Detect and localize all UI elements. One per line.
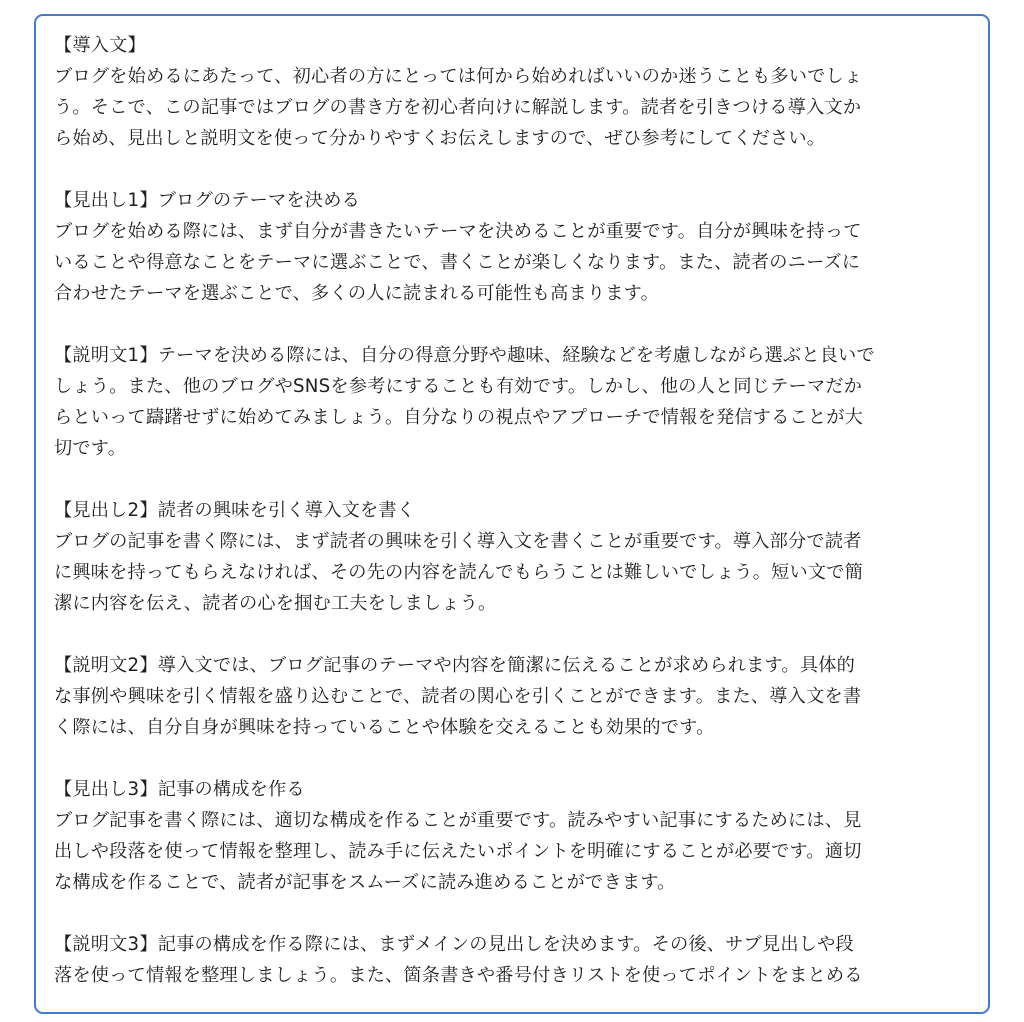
section-body: ブログの記事を書く際には、まず読者の興味を引く導入文を書くことが重要です。導入部分で読者 に興味を持ってもらえなければ、その先の内容を読んでもらうことは難しいでしょう。短い文で簡 潔に内容を伝え、読者の心を掴む工夫をしましょう。: [54, 531, 864, 614]
section-label: 【導入文】: [54, 35, 146, 56]
section-body: ブログを始める際には、まず自分が書きたいテーマを決めることが重要です。自分が興味を持って いることや得意なことをテーマに選ぶことで、書くことが楽しくなります。また、読者のニーズに 合わせたテーマを選ぶことで、多くの人に読まれる可能性も高まります。: [54, 221, 862, 304]
section-description-1: [54, 340, 984, 464]
section-body: 【説明文1】テーマを決める際には、自分の得意分野や趣味、経験などを考慮しながら選ぶと良いで しょう。また、他のブログやSNSを参考にすることも有効です。しかし、他の人と同じテーマだか らといって躊躇せずに始めてみましょう。自分なりの視点やアプローチで情報を発信することが大 切です。: [54, 345, 875, 459]
section-description-2: [54, 650, 984, 743]
section-body: ブログ記事を書く際には、適切な構成を作ることが重要です。読みやすい記事にするためには、見 出しや段落を使って情報を整理し、読み手に伝えたいポイントを明確にすることが必要です。適切 な構成を作ることで、読者が記事をスムーズに読み進めることができます。: [54, 810, 862, 893]
content-box: [34, 14, 990, 1014]
section-heading-3: [54, 774, 984, 898]
section-body: 【説明文2】導入文では、ブログ記事のテーマや内容を簡潔に伝えることが求められます。具体的 な事例や興味を引く情報を盛り込むことで、読者の関心を引くことができます。また、導入文を書 く際には、自分自身が興味を持っていることや体験を交えることも効果的です。: [54, 655, 862, 738]
section-intro: [54, 30, 984, 154]
section-body: ブログを始めるにあたって、初心者の方にとっては何から始めればいいのか迷うことも多いでしょ う。そこで、この記事ではブログの書き方を初心者向けに解説します。読者を引きつける導入文か ら始め、見出しと説明文を使って分かりやすくお伝えしますので、ぜひ参考にしてください。: [54, 66, 863, 149]
section-label: 【見出し3】記事の構成を作る: [54, 779, 305, 800]
section-description-3: [54, 929, 984, 991]
section-label: 【見出し2】読者の興味を引く導入文を書く: [54, 500, 416, 521]
article-text: [54, 30, 984, 1022]
section-heading-2: [54, 495, 984, 619]
section-label: 【見出し1】ブログのテーマを決める: [54, 190, 360, 211]
section-heading-1: [54, 185, 984, 309]
section-body: 【説明文3】記事の構成を作る際には、まずメインの見出しを決めます。その後、サブ見出しや段 落を使って情報を整理しましょう。また、箇条書きや番号付きリストを使ってポイントをまとめる: [54, 934, 863, 986]
